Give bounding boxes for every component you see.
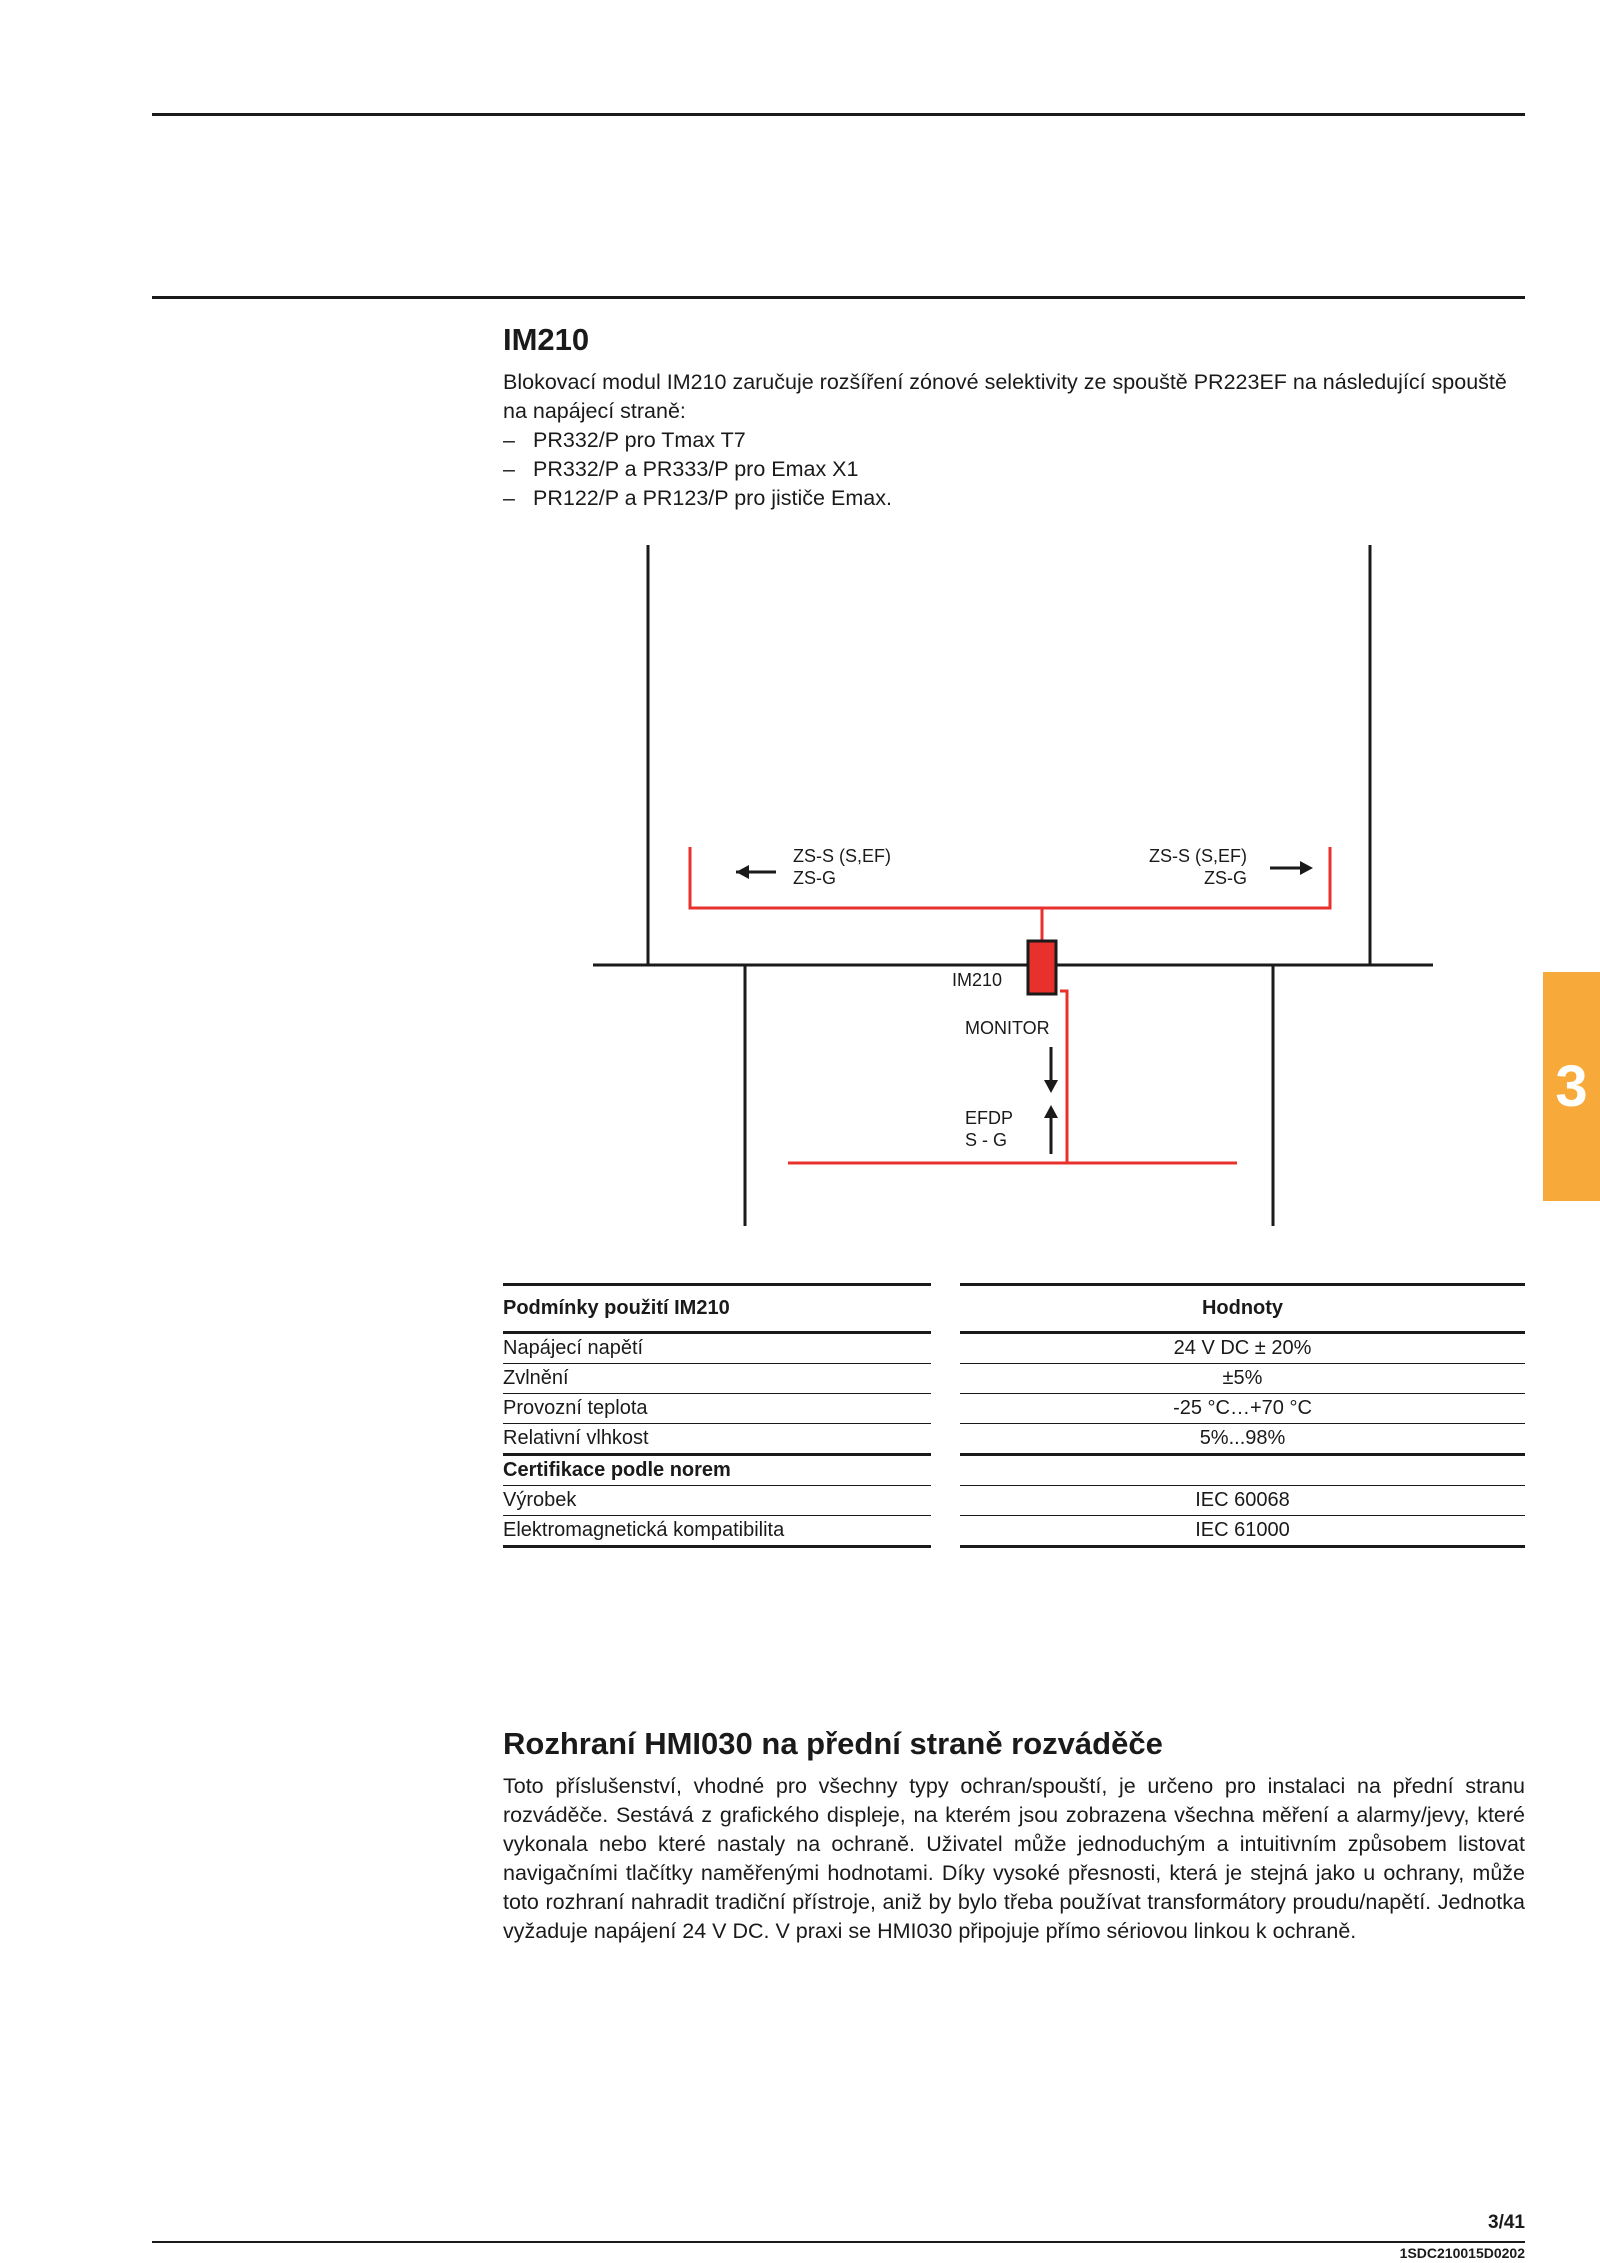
im210-title: IM210: [503, 322, 590, 357]
right-signal-label-2: ZS-G: [1204, 868, 1247, 888]
table-row-label: Relativní vlhkost: [503, 1424, 931, 1454]
arrow-down-icon: [1044, 1047, 1058, 1093]
im210-intro: Blokovací modul IM210 zaručuje rozšíření zónové selektivity ze spouště PR223EF na následující spouště na napájecí straně:: [503, 370, 1507, 423]
chapter-tab: 3: [1543, 972, 1600, 1201]
left-signal-label-1: ZS-S (S,EF): [793, 846, 891, 866]
hmi030-title: Rozhraní HMI030 na přední straně rozváděče: [503, 1726, 1163, 1761]
table-row-label: Provozní teplota: [503, 1394, 931, 1424]
header-rule-top: [152, 113, 1525, 116]
im210-list: [503, 426, 1525, 513]
page-number: 3/41: [1488, 2212, 1525, 2233]
module-label: IM210: [952, 970, 1003, 990]
table-row-cert-heading: Certifikace podle norem: [503, 1454, 931, 1486]
signal-line-module-down: [1060, 991, 1067, 1163]
im210-module-block: [1028, 941, 1056, 994]
table-row-label: Zvlnění: [503, 1364, 931, 1394]
table-row-value: ±5%: [960, 1364, 1525, 1394]
table-row-label: Výrobek: [503, 1486, 931, 1516]
efdp-label-2: S - G: [965, 1130, 1008, 1150]
hmi030-section: [503, 1726, 1525, 1946]
table-row-value: 5%...98%: [960, 1424, 1525, 1454]
arrow-left-icon: [736, 865, 776, 879]
monitor-label: MONITOR: [965, 1018, 1050, 1038]
im210-wiring-diagram: [590, 545, 1440, 1230]
table-row-value: IEC 60068: [960, 1486, 1525, 1516]
list-item: – PR332/P a PR333/P pro Emax X1: [503, 455, 1525, 484]
right-signal-label-1: ZS-S (S,EF): [1149, 846, 1247, 866]
table-header-values: Hodnoty: [960, 1283, 1525, 1334]
table-row-label: Napájecí napětí: [503, 1334, 931, 1364]
table-row-empty: [960, 1454, 1525, 1486]
list-item: – PR122/P a PR123/P pro jističe Emax.: [503, 484, 1525, 513]
efdp-label-1: EFDP: [965, 1108, 1014, 1128]
header-rule-bottom: [152, 296, 1525, 299]
list-item: – PR332/P pro Tmax T7: [503, 426, 1525, 455]
arrow-right-icon: [1270, 861, 1313, 875]
table-row-value: 24 V DC ± 20%: [960, 1334, 1525, 1364]
im210-section: [503, 322, 1525, 513]
table-row-value: -25 °C…+70 °C: [960, 1394, 1525, 1424]
document-code: 1SDC210015D0202: [1399, 2245, 1525, 2261]
table-row-value: IEC 61000: [960, 1516, 1525, 1548]
table-header-conditions: Podmínky použití IM210: [503, 1283, 931, 1334]
conditions-table-labels: [503, 1283, 931, 1548]
arrow-up-icon: [1044, 1105, 1058, 1154]
footer-rule: [152, 2241, 1525, 2243]
conditions-table-values: [960, 1283, 1525, 1548]
table-row-label: Elektromagnetická kompatibilita: [503, 1516, 931, 1548]
hmi030-body: Toto příslušenství, vhodné pro všechny typy ochran/spouští, je určeno pro instalaci na přední stranu rozváděče. Sestává z grafického displeje, na kterém jsou zobrazena všechna měření a alarmy/jevy, které vykonala nebo které nastaly na ochraně. Uživatel může jednoduchým a intuitivním způsobem listovat navigačními tlačítky naměřenými hodnotami. Díky vysoké přesnosti, která je stejná jako u ochrany, může toto rozhraní nahradit tradiční přístroje, aniž by bylo třeba používat transformátory proudu/napětí. Jednotka vyžaduje napájení 24 V DC. V praxi se HMI030 připojuje přímo sériovou linkou k ochraně.: [503, 1774, 1525, 1943]
left-signal-label-2: ZS-G: [793, 868, 836, 888]
